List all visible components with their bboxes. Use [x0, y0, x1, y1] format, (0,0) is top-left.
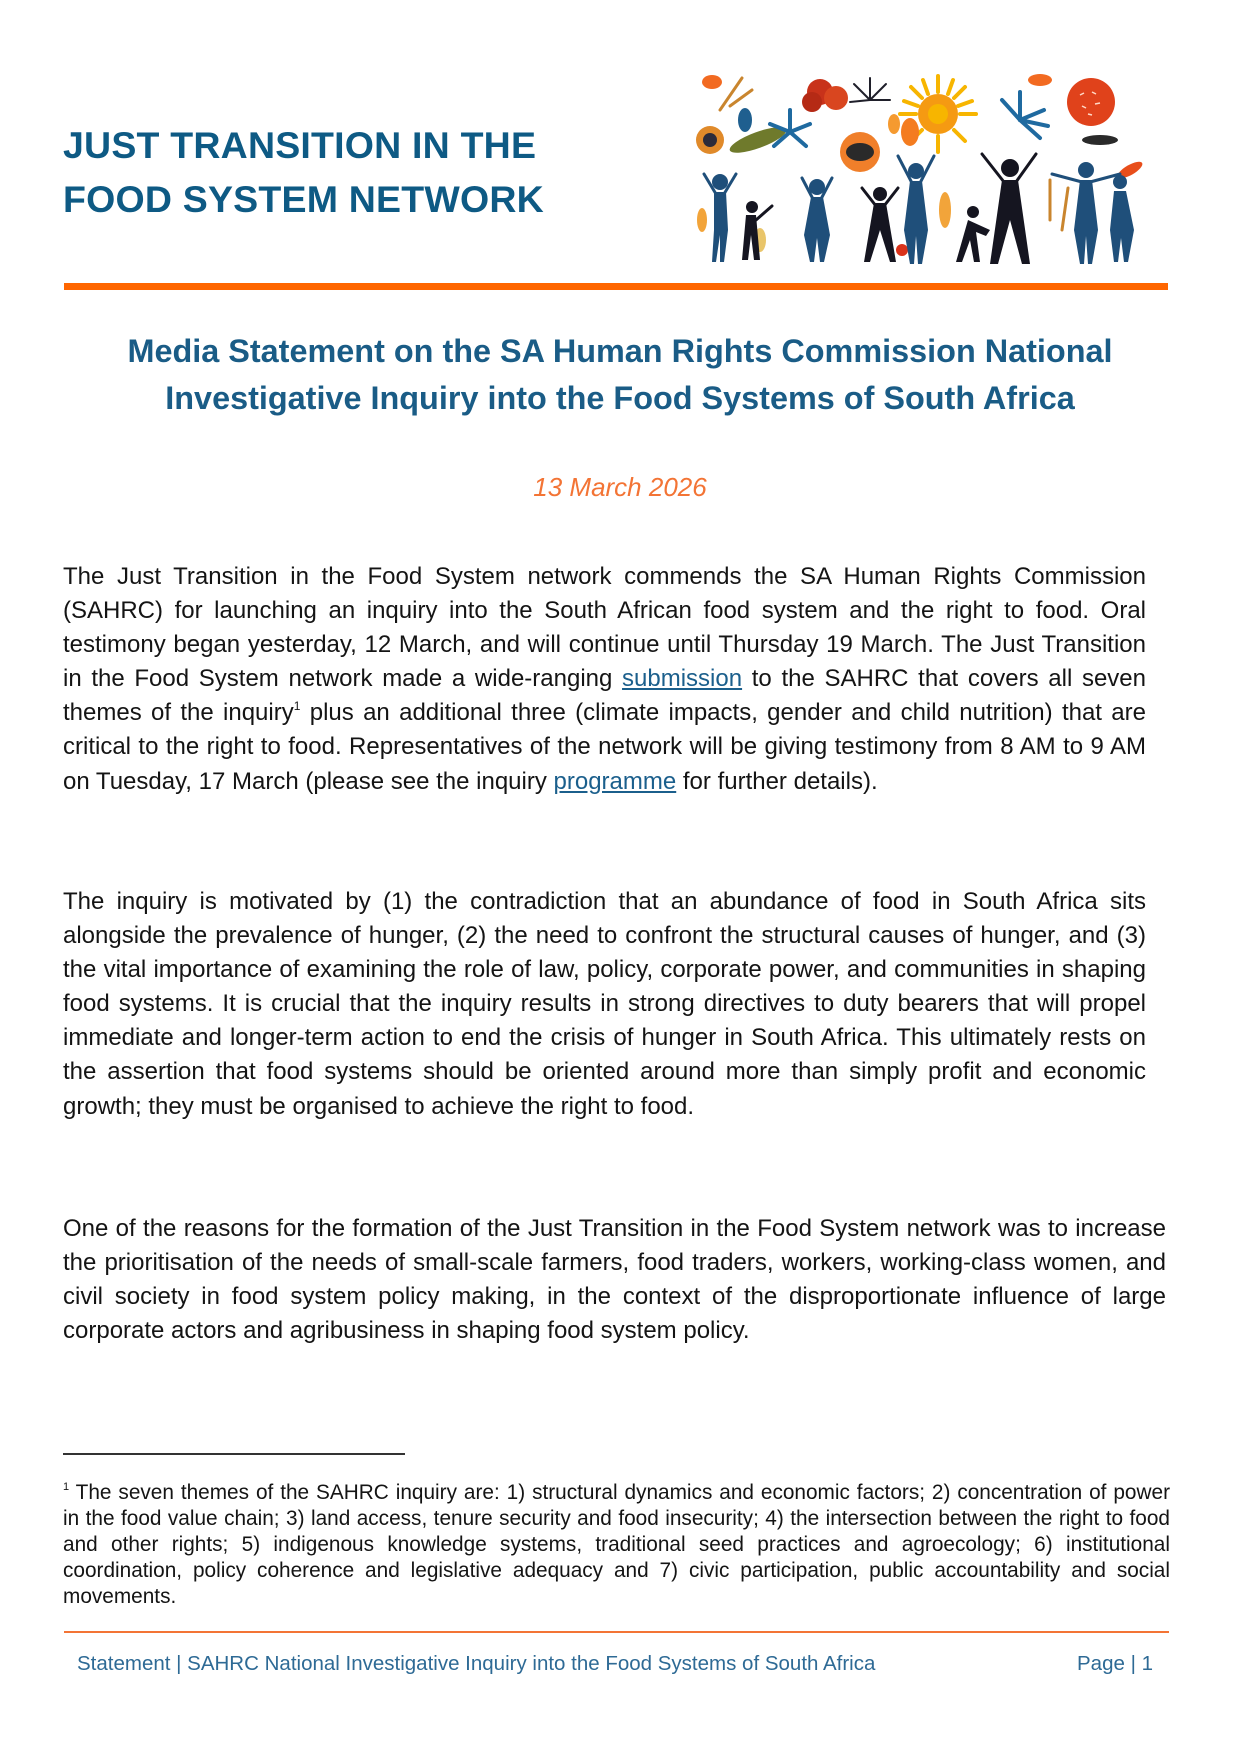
programme-link[interactable]: programme	[553, 767, 677, 795]
footer-title: Statement | SAHRC National Investigative Inquiry into the Food Systems of South Africa	[77, 1652, 876, 1675]
footnote-text: The seven themes of the SAHRC inquiry are: 1) structural dynamics and economic factors; 2) concentration of power in the food value chain; 3) land access, tenure security and food insecurity; 4) the intersection between the right to food and other rights; 5) indigenous knowledge systems, traditional seed practices and agroecology; 6) institutional coordination, policy coherence and legislative adequacy and 7) civic participation, public accountability and social movements.	[63, 1481, 1170, 1608]
header-divider	[64, 283, 1168, 290]
footnote-reference[interactable]: 1	[293, 699, 301, 714]
footer-divider	[64, 1631, 1169, 1633]
paragraph-1-text-b: to the SAHRC that covers all seven themes of the inquiry	[63, 665, 1146, 727]
statement-date: 13 March 2026	[533, 472, 707, 502]
organization-title	[63, 118, 663, 226]
submission-link[interactable]: submission	[622, 665, 743, 693]
page-title-line-1: Media Statement on the SA Human Rights Commission National	[127, 333, 1113, 369]
paragraph-1-text-c: plus an additional three (climate impacts, gender and child nutrition) that are critical to the right to food. Representatives of the network will be giving testimony from 8 AM to 9 AM on Tuesday, 17 March (please see the inquiry	[63, 699, 1146, 795]
organization-title-line-2: FOOD SYSTEM NETWORK	[63, 178, 544, 220]
footnote-separator	[63, 1453, 405, 1455]
page-title-line-2: Investigative Inquiry into the Food Systems of South Africa	[165, 380, 1075, 416]
paragraph-1-text-a: The Just Transition in the Food System network commends the SA Human Rights Commission (SAHRC) for launching an inquiry into the South African food system and the right to food. Oral testimony began yesterday, 12 March, and will continue until Thursday 19 March. The Just Transition in the Food System network made a wide-ranging	[63, 563, 1146, 693]
organization-title-line-1: JUST TRANSITION IN THE	[63, 124, 537, 166]
footnote-marker: 1	[63, 1481, 70, 1493]
paragraph-2: The inquiry is motivated by (1) the contradiction that an abundance of food in South Africa sits alongside the prevalence of hunger, (2) the need to confront the structural causes of hunger, and (3) the vital importance of examining the role of law, policy, corporate power, and communities in shaping food systems. It is crucial that the inquiry results in strong directives to duty bearers that will propel immediate and longer-term action to end the crisis of hunger in South Africa. This ultimately rests on the assertion that food systems should be oriented around more than simply profit and economic growth; they must be organised to achieve the right to food.	[63, 888, 1160, 1120]
banner-illustration	[690, 70, 1152, 268]
paragraph-3: One of the reasons for the formation of the Just Transition in the Food System network was to increase the prioritisation of the needs of small-scale farmers, food traders, workers, working-class women, and civil society in food system policy making, in the context of the disproportionate influence of large corporate actors and agribusiness in shaping food system policy.	[63, 1215, 1166, 1345]
paragraph-1	[63, 560, 1146, 799]
page-title	[60, 328, 1180, 422]
page-number: Page | 1	[1077, 1652, 1153, 1675]
footnote	[63, 1480, 1170, 1610]
paragraph-1-text-d: for further details).	[676, 767, 878, 795]
